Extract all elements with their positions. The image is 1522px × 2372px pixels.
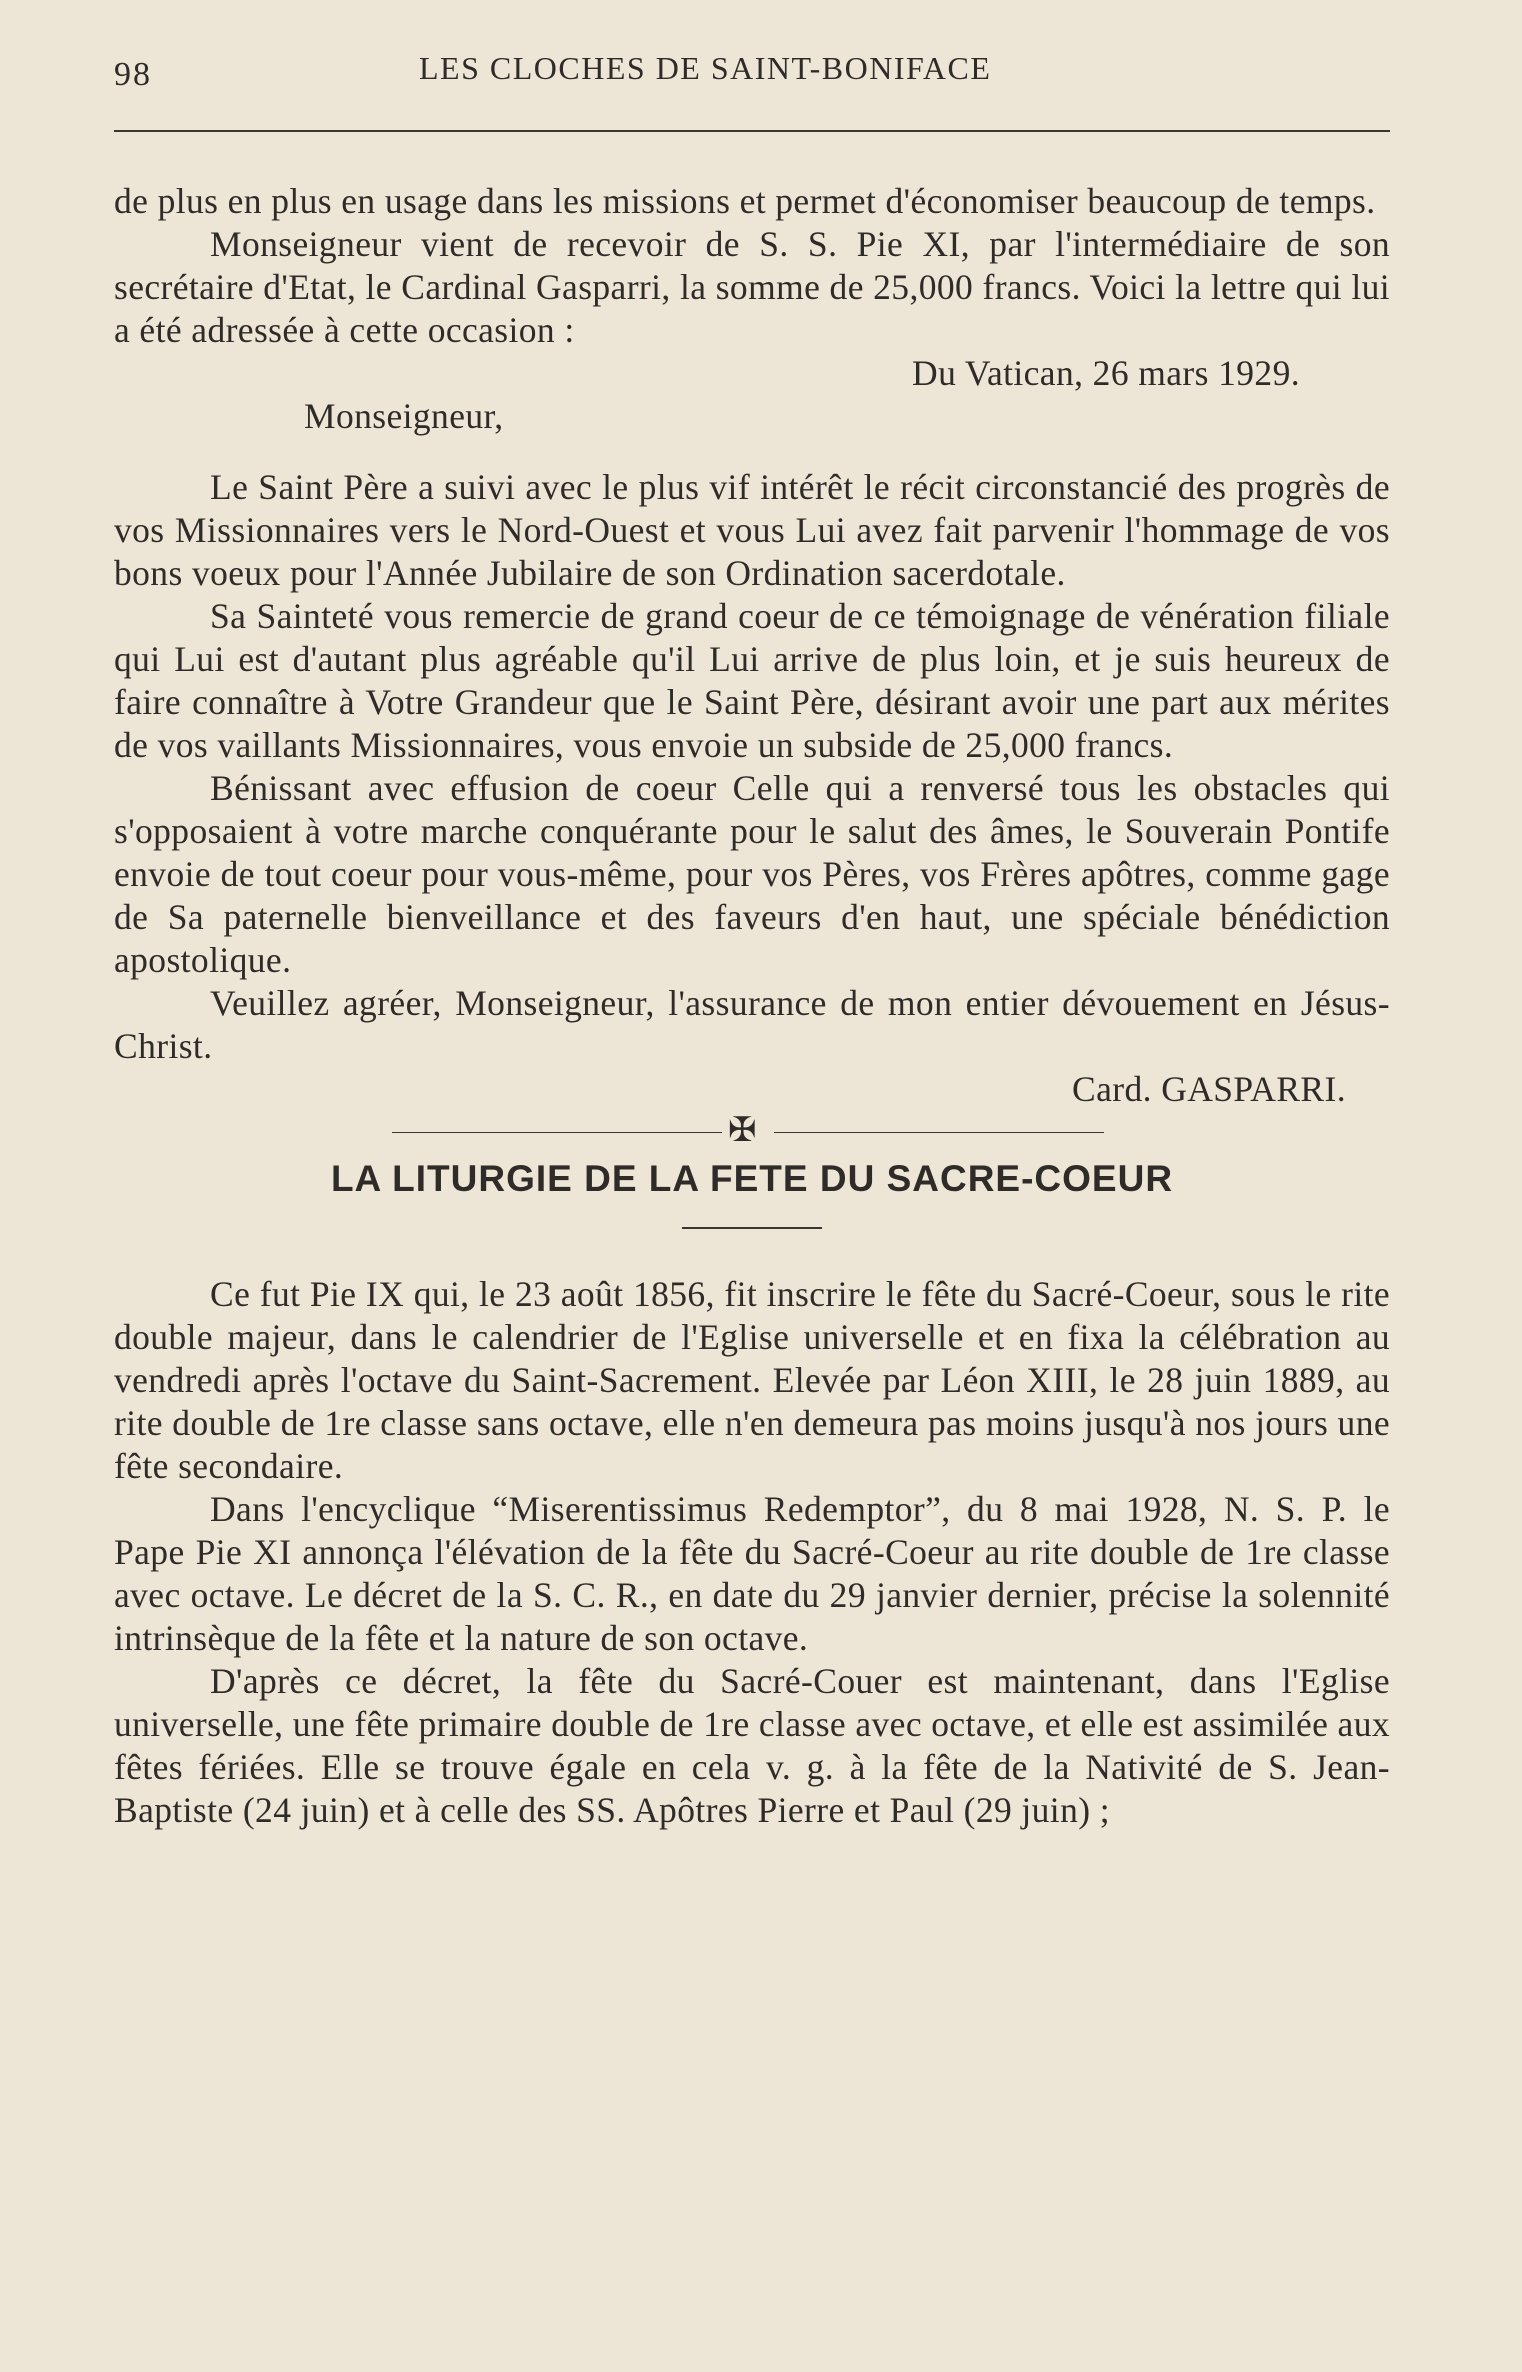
article-title: LA LITURGIE DE LA FETE DU SACRE-COEUR bbox=[330, 1158, 1174, 1199]
divider-line-right bbox=[774, 1132, 1104, 1133]
section-divider bbox=[114, 1112, 1390, 1149]
letter-paragraph: Le Saint Père a suivi avec le plus vif intérêt le récit circonstancié des progrès de vos Missionnaires vers le Nord-Ouest et vous Lui avez fait parvenir l'hommage de vos bons voeux pour l'Année Jubilaire de son Ordination sacerdotale. bbox=[114, 467, 1390, 593]
letter-paragraph: Bénissant avec effusion de coeur Celle qui a renversé tous les obstacles qui s'opposaient à votre marche conquérante pour le salut des âmes, le Souverain Pontife envoie de tout coeur pour vous-même, pour vos Pères, vos Frères apôtres, comme gage de Sa paternelle bienveillance et des faveurs d'en haut, une spéciale bénédiction apostolique. bbox=[114, 768, 1390, 980]
letter-signature: Card. GASPARRI. bbox=[1072, 1069, 1346, 1109]
running-title: LES CLOCHES DE SAINT-BONIFACE bbox=[419, 50, 992, 86]
article-paragraph: Dans l'encyclique “Miserentissimus Redemptor”, du 8 mai 1928, N. S. P. le Pape Pie XI annonça l'élévation de la fête du Sacré-Coeur au rite double de 1re classe avec octave. Le décret de la S. C. R., en date du 29 janvier dernier, précise la solennité intrinsèque de la fête et la nature de son octave. bbox=[114, 1489, 1390, 1658]
running-head bbox=[114, 50, 1390, 100]
letter-paragraph: Sa Sainteté vous remercie de grand coeur de ce témoignage de vénération filiale qui Lui est d'autant plus agréable qu'il Lui arrive de plus loin, et je suis heureux de faire connaître à Votre Grandeur que le Saint Père, désirant avoir une part aux mérites de vos vaillants Missionnaires, vous envoie un subside de 25,000 francs. bbox=[114, 596, 1390, 765]
divider-line-left bbox=[392, 1132, 722, 1133]
page-number: 98 bbox=[114, 56, 152, 93]
intro-paragraph: de plus en plus en usage dans les missions et permet d'économiser beaucoup de temps. bbox=[114, 181, 1376, 221]
article-paragraph: D'après ce décret, la fête du Sacré-Couer est maintenant, dans l'Eglise universelle, une fête primaire double de 1re classe avec octave, et elle est assimilée aux fêtes fériées. Elle se trouve égale en cela v. g. à la fête de la Nativité de S. Jean-Baptiste (24 juin) et à celle des SS. Apôtres Pierre et Paul (29 juin) ; bbox=[114, 1661, 1390, 1830]
body-text bbox=[114, 180, 1390, 1832]
letter-salutation: Monseigneur, bbox=[304, 396, 504, 436]
article-paragraph: Ce fut Pie IX qui, le 23 août 1856, fit inscrire le fête du Sacré-Coeur, sous le rite double majeur, dans le calendrier de l'Eglise universelle et en fixa la célébration au vendredi après l'octave du Saint-Sacrement. Elevée par Léon XIII, le 28 juin 1889, au rite double de 1re classe sans octave, elle n'en demeura pas moins jusqu'à nos jours une fête secondaire. bbox=[114, 1274, 1390, 1486]
letter-dateline: Du Vatican, 26 mars 1929. bbox=[912, 353, 1300, 393]
title-rule bbox=[682, 1227, 822, 1229]
header-rule bbox=[114, 130, 1390, 132]
letter-paragraph: Veuillez agréer, Monseigneur, l'assurance de mon entier dévouement en Jésus-Christ. bbox=[114, 983, 1390, 1066]
intro-paragraph-2: Monseigneur vient de recevoir de S. S. Pie XI, par l'intermédiaire de son secrétaire d'Etat, le Cardinal Gasparri, la somme de 25,000 francs. Voici la lettre qui lui a été adressée à cette occasion : bbox=[114, 224, 1390, 350]
cross-ornament-icon: ✠ bbox=[728, 1112, 757, 1149]
